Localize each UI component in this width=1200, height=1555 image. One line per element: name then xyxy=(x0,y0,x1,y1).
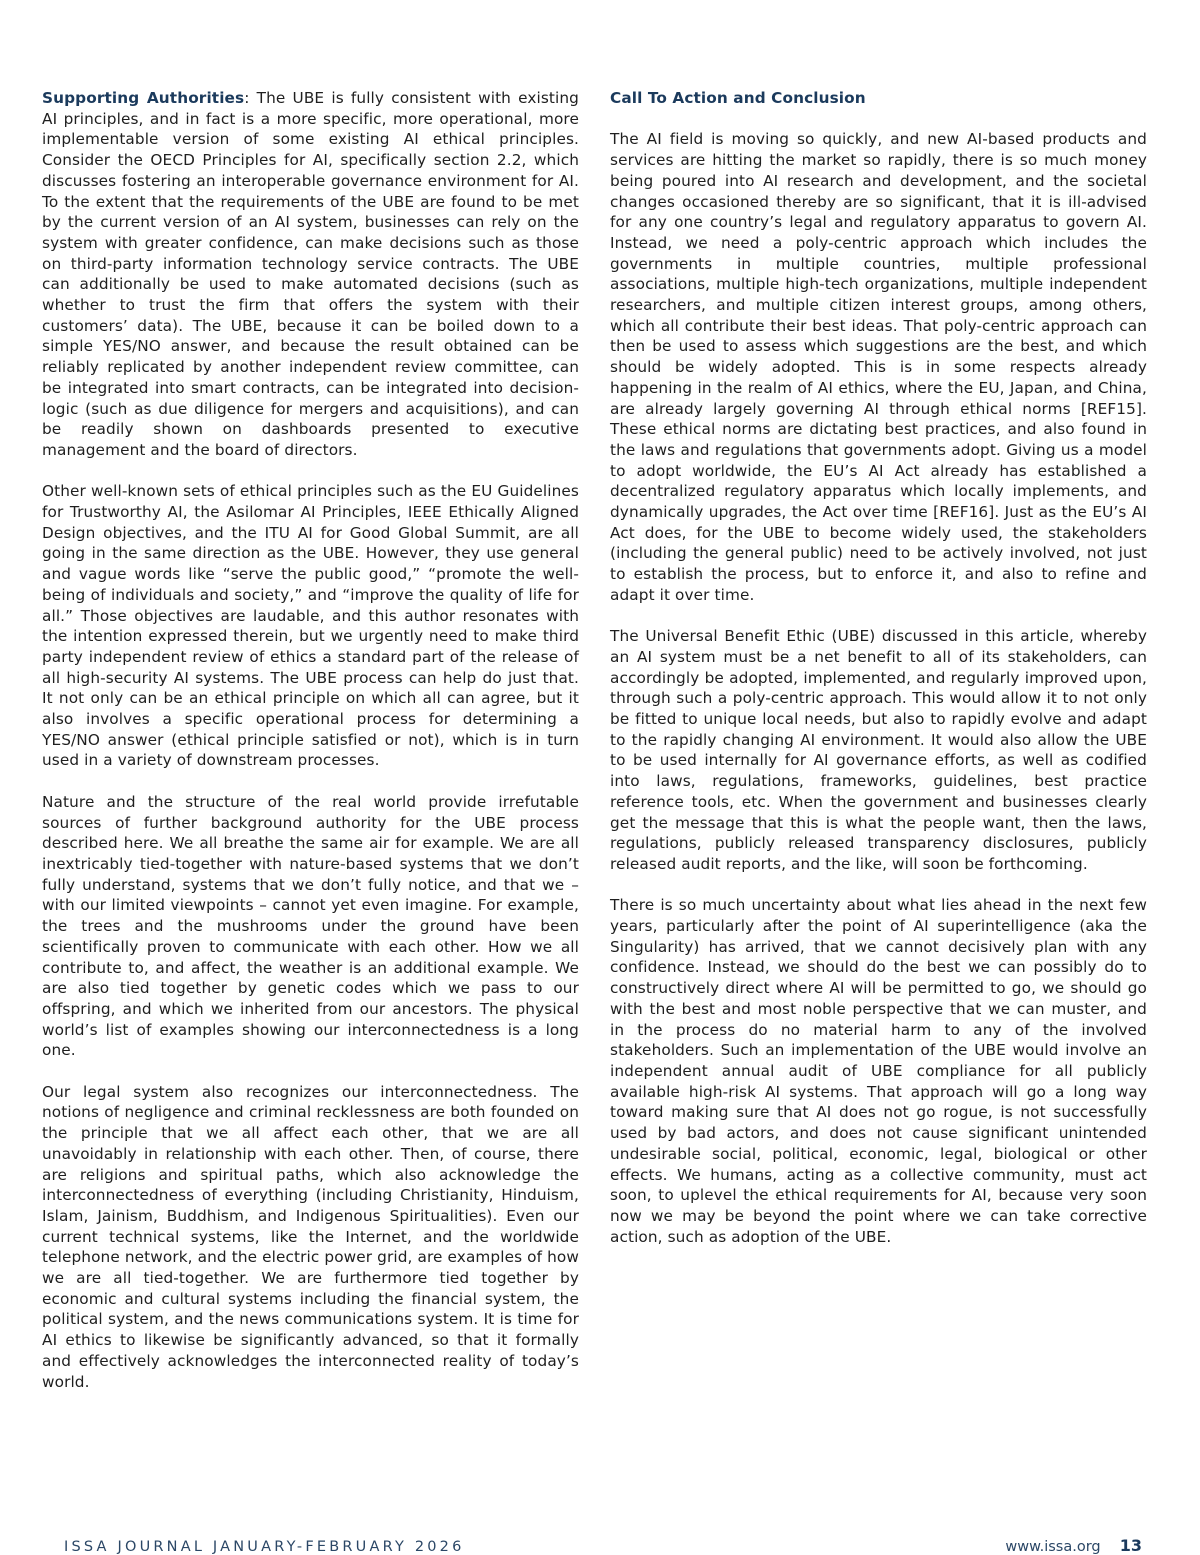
section-heading: Call To Action and Conclusion xyxy=(610,89,866,107)
legal-system-paragraph: Our legal system also recognizes our interconnectedness. The notions of negligence and criminal recklessness are both founded on the principle that we all affect each other, that we are all unavoidably in relationship with each other. Then, of course, there are religions and spiritual paths, which also acknowledge the interconnectedness of everything (including Christianity, Hinduism, Islam, Jainism, Buddhism, and Indigenous Spiritualities). Even our current technical systems, like the Internet, and the worldwide telephone network, and the electric power grid, are examples of how we are all tied-together. We are furthermore tied together by economic and cultural systems including the financial system, the political system, and the news communications system. It is time for AI ethics to likewise be significantly advanced, so that it formally and effectively acknowledges the interconnected reality of today’s world. xyxy=(42,1082,579,1391)
left-column xyxy=(42,88,579,1413)
supporting-authorities-paragraph xyxy=(42,88,579,461)
ube-paragraph: The Universal Benefit Ethic (UBE) discussed in this article, whereby an AI system must be a net benefit to all of its stakeholders, can accordingly be adopted, implemented, and regularly improved upon, through such a poly-centric approach. This would allow it to not only be fitted to unique local needs, but also to rapidly evolve and adapt to the rapidly changing AI environment. It would also allow the UBE to be used internally for AI governance efforts, as well as codified into laws, regulations, frameworks, guidelines, best practice reference tools, etc. When the government and businesses clearly get the message that this is what the people want, then the laws, regulations, publicly released transparency disclosures, publicly released audit reports, and the like, will soon be forthcoming. xyxy=(610,627,1147,873)
page-number: 13 xyxy=(1119,1536,1142,1555)
supporting-authorities-text: : The UBE is fully consistent with existing AI principles, and in fact is a more specific, more operational, more implementable version of some existing AI ethical principles. Consider the OECD Principles for AI, specifically section 2.2, which discusses fostering an interoperable governance environment for AI. To the extent that the requirements of the UBE are found to be met by the current version of an AI system, businesses can rely on the system with greater confidence, can make decisions such as those on third-party information technology service contracts. The UBE can additionally be used to make automated decisions (such as whether to trust the firm that offers the system with their customers’ data). The UBE, because it can be boiled down to a simple YES/NO answer, and because the result obtained can be reliably replicated by another independent review committee, can be integrated into smart contracts, can be integrated into decision-logic (such as due diligence for mergers and acquisitions), and can be readily shown on dashboards presented to executive management and the board of directors. xyxy=(42,89,579,459)
ai-field-paragraph: The AI field is moving so quickly, and new AI-based products and services are hitting the market so rapidly, there is so much money being poured into AI research and development, and the societal changes occasioned thereby are so significant, that it is ill-advised for any one country’s legal and regulatory apparatus to govern AI. Instead, we need a poly-centric approach which includes the governments in multiple countries, multiple professional associations, multiple high-tech organizations, multiple independent researchers, and multiple citizen interest groups, among others, which all contribute their best ideas. That poly-centric approach can then be used to assess which suggestions are the best, and which should be widely adopted. This is in some respects already happening in the realm of AI ethics, where the EU, Japan, and China, are already largely governing AI through ethical norms [REF15]. These ethical norms are dictating best practices, and also found in the laws and regulations that governments adopt. Giving us a model to adopt worldwide, the EU’s AI Act already has established a decentralized regulatory apparatus which locally implements, and dynamically upgrades, the Act over time [REF16]. Just as the EU’s AI Act does, for the UBE to become widely used, the stakeholders (including the general public) need to be actively involved, not just to establish the process, but to enforce it, and also to refine and adapt it over time. xyxy=(610,130,1147,604)
uncertainty-paragraph: There is so much uncertainty about what lies ahead in the next few years, particularly after the point of AI superintelligence (aka the Singularity) has arrived, that we cannot decisively plan with any confidence. Instead, we should do the best we can possibly do to constructively direct where AI will be permitted to go, we should go with the best and most noble perspective that we can muster, and in the process do no material harm to any of the involved stakeholders. Such an implementation of the UBE would involve an independent annual audit of UBE compliance for all publicly available high-risk AI systems. That approach will go a long way toward making sure that AI does not go rogue, is not successfully used by bad actors, and does not cause significant unintended undesirable social, political, economic, legal, biological or other effects. We humans, acting as a collective community, must act soon, to uplevel the ethical requirements for AI, because very soon now we may be beyond the point where we can take corrective action, such as adoption of the UBE. xyxy=(610,896,1147,1246)
ethical-principles-paragraph: Other well-known sets of ethical principles such as the EU Guidelines for Trustworthy AI, the Asilomar AI Principles, IEEE Ethically Aligned Design objectives, and the ITU AI for Good Global Summit, are all going in the same direction as the UBE. However, they use general and vague words like “serve the public good,” “promote the well-being of individuals and society,” and “improve the quality of life for all.” Those objectives are laudable, and this author resonates with the intention expressed therein, but we urgently need to make third party independent review of ethics a standard part of the release of all high-security AI systems. The UBE process can help do just that. It not only can be an ethical principle on which all can agree, but it also involves a specific operational process for determining a YES/NO answer (ethical principle satisfied or not), which is in turn used in a variety of downstream processes. xyxy=(42,482,579,770)
nature-paragraph: Nature and the structure of the real world provide irrefutable sources of further background authority for the UBE process described here. We all breathe the same air for example. We are all inextricably tied-together with nature-based systems that we don’t fully understand, systems that we don’t fully notice, and that we – with our limited viewpoints – cannot yet even imagine. For example, the trees and the mushrooms under the ground have been scientifically proven to communicate with each other. How we all contribute to, and affect, the weather is an additional example. We are also tied together by genetic codes which we pass to our offspring, and which we inherited from our ancestors. The physical world’s list of examples showing our interconnectedness is a long one. xyxy=(42,792,579,1060)
footer-right xyxy=(1005,1536,1142,1555)
footer-url-link[interactable]: www.issa.org xyxy=(1005,1539,1101,1555)
footer-publication: ISSA JOURNAL JANUARY-FEBRUARY 2026 xyxy=(64,1539,465,1555)
supporting-authorities-label: Supporting Authorities xyxy=(42,89,245,107)
right-column xyxy=(610,88,1147,1268)
